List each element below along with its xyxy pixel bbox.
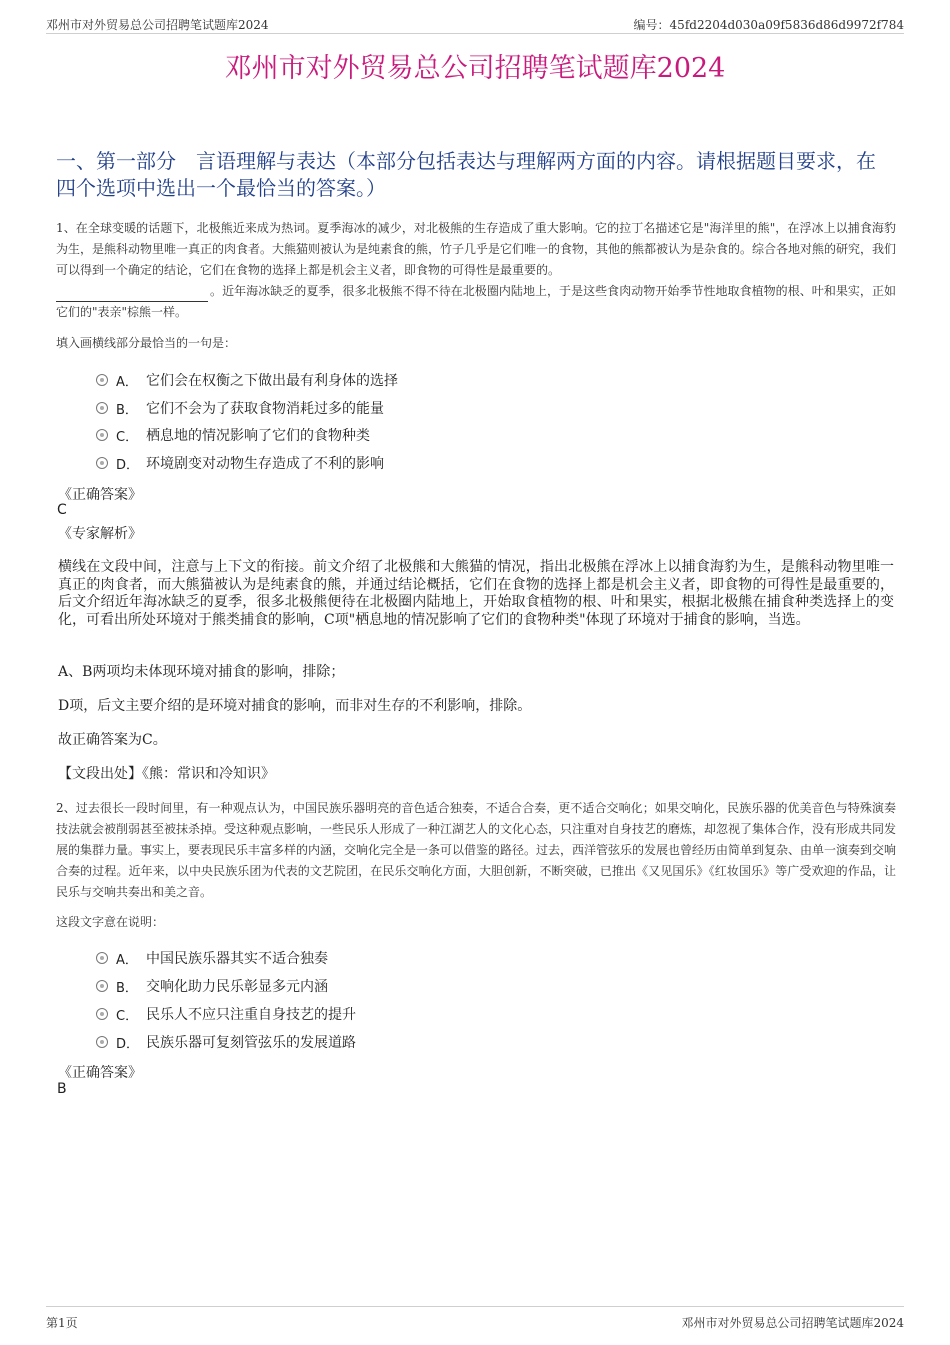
- question-1-option-d[interactable]: [96, 452, 384, 474]
- radio-icon[interactable]: [96, 457, 108, 469]
- option-letter: C．: [116, 429, 139, 445]
- option-letter: A．: [116, 952, 138, 968]
- question-1-option-a[interactable]: [96, 369, 398, 391]
- question-2-answer: B: [57, 1081, 67, 1097]
- header-doc-id: 编号：45fd2204d030a09f5836d86d9972f784: [633, 18, 904, 32]
- radio-icon[interactable]: [96, 1008, 108, 1020]
- radio-icon[interactable]: [96, 374, 108, 386]
- option-letter: B．: [116, 402, 138, 418]
- option-letter: B．: [116, 980, 138, 996]
- option-text: 它们不会为了获取食物消耗过多的能量: [146, 401, 384, 417]
- option-text: 民乐人不应只注重自身技艺的提升: [146, 1007, 356, 1023]
- question-1-stem-part1: 1、在全球变暖的话题下，北极熊近来成为热词。夏季海冰的减少，对北极熊的生存造成了重大影响。它的拉丁名描述它是"海洋里的熊"，在浮冰上以捕食海豹为生，是熊科动物里唯一真正的肉食者。大熊猫则被认为是纯素食的熊，竹子几乎是它们唯一的食物，其他的熊都被认为是杂食的。综合各地对熊的研究，我们可以得到一个确定的结论，它们在食物的选择上都是机会主义者，即食物的可得性是最重要的。: [56, 221, 897, 277]
- page-title: 邓州市对外贸易总公司招聘笔试题库2024: [224, 53, 726, 84]
- option-text: 中国民族乐器其实不适合独奏: [146, 951, 328, 967]
- option-text: 环境剧变对动物生存造成了不利的影响: [146, 456, 384, 472]
- question-1-stem: [56, 218, 896, 323]
- question-2-prompt: 这段文字意在说明：: [56, 915, 165, 929]
- radio-icon[interactable]: [96, 1036, 108, 1048]
- header-doc-name: 邓州市对外贸易总公司招聘笔试题库2024: [46, 18, 269, 32]
- question-1-exclude-d: D项，后文主要介绍的是环境对捕食的影响，而非对生存的不利影响，排除。: [58, 698, 532, 714]
- option-text: 栖息地的情况影响了它们的食物种类: [146, 428, 370, 444]
- option-letter: D．: [116, 457, 140, 473]
- question-1-prompt: 填入画横线部分最恰当的一句是：: [56, 336, 237, 350]
- radio-icon[interactable]: [96, 952, 108, 964]
- question-2-option-b[interactable]: [96, 975, 328, 997]
- question-2-stem: 2、过去很长一段时间里，有一种观点认为，中国民族乐器明亮的音色适合独奏，不适合合奏，更不适合交响化；如果交响化，民族乐器的优美音色与特殊演奏技法就会被削弱甚至被抹杀掉。受这种观点影响，一些民乐人形成了一种江湖艺人的文化心态，只注重对自身技艺的磨炼，却忽视了集体合作，没有形成共同发展的集群力量。事实上，要表现民乐丰富多样的内涵，交响化完全是一条可以借鉴的路径。过去，西洋管弦乐的发展也曾经历由简单到复杂、由单一演奏到交响合奏的过程。近年来，以中央民族乐团为代表的文艺院团，在民乐交响化方面，大胆创新，不断突破，已推出《又见国乐》《红妆国乐》等广受欢迎的作品，让民乐与交响共奏出和美之音。: [56, 801, 897, 899]
- question-1-analysis-label: 《专家解析》: [58, 526, 142, 542]
- radio-icon[interactable]: [96, 402, 108, 414]
- question-1-stem-part2: 。近年海冰缺乏的夏季，很多北极熊不得不待在北极圈内陆地上，于是这些食肉动物开始季节性地取食植物的根、叶和果实，正如它们的"表亲"棕熊一样。: [56, 284, 896, 319]
- page-footer: [46, 1306, 904, 1328]
- question-1-exclude-ab: A、B两项均未体现环境对捕食的影响，排除；: [58, 664, 345, 680]
- question-1-conclusion: 故正确答案为C。: [58, 732, 167, 748]
- option-text: 它们会在权衡之下做出最有利身体的选择: [146, 373, 398, 389]
- question-2-option-d[interactable]: [96, 1031, 356, 1053]
- option-letter: D．: [116, 1036, 140, 1052]
- option-letter: A．: [116, 374, 138, 390]
- question-2-answer-label: 《正确答案》: [58, 1065, 142, 1081]
- option-letter: C．: [116, 1008, 139, 1024]
- option-text: 民族乐器可复刻管弦乐的发展道路: [146, 1035, 356, 1051]
- question-2-option-a[interactable]: [96, 947, 328, 969]
- question-1-option-c[interactable]: [96, 424, 370, 446]
- question-1-analysis: 横线在文段中间，注意与上下文的衔接。前文介绍了北极熊和大熊猫的情况，指出北极熊在浮冰上以捕食海豹为生，是熊科动物里唯一真正的肉食者，而大熊猫被认为是纯素食的熊，并通过结论概括，它们在食物的选择上都是机会主义者，即食物的可得性是最重要的，后文介绍近年海冰缺乏的夏季，很多北极熊便待在北极圈内陆地上，开始取食植物的根、叶和果实，根据北极熊在捕食种类选择上的变化，可看出所处环境对于熊类捕食的影响，C项"栖息地的情况影响了它们的食物种类"体现了环境对于捕食的影响，当选。: [58, 559, 894, 628]
- question-1-answer: C: [57, 502, 67, 518]
- page-number: 第1页: [46, 1316, 78, 1330]
- question-1-answer-label: 《正确答案》: [58, 487, 142, 503]
- fill-blank-line: [56, 288, 208, 302]
- radio-icon[interactable]: [96, 980, 108, 992]
- question-1-option-b[interactable]: [96, 397, 384, 419]
- page-header: [46, 14, 904, 34]
- footer-doc-name: 邓州市对外贸易总公司招聘笔试题库2024: [681, 1316, 904, 1330]
- radio-icon[interactable]: [96, 429, 108, 441]
- option-text: 交响化助力民乐彰显多元内涵: [146, 979, 328, 995]
- question-2-option-c[interactable]: [96, 1003, 356, 1025]
- section-heading: 一、第一部分 言语理解与表达（本部分包括表达与理解两方面的内容。请根据题目要求，在四个选项中选出一个最恰当的答案。）: [56, 149, 876, 200]
- question-1-source: 【文段出处】《熊：常识和冷知识》: [58, 766, 275, 782]
